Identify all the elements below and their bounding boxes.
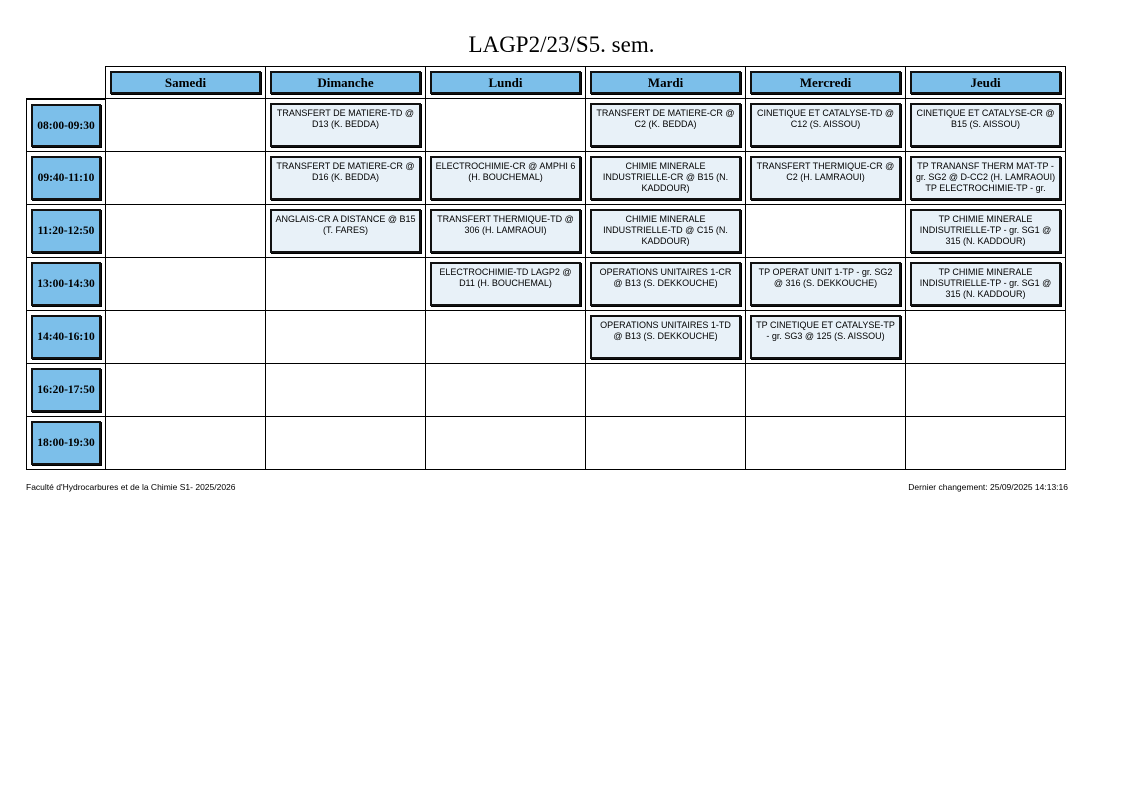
schedule-cell — [746, 364, 906, 417]
day-header-cell — [586, 66, 746, 99]
time-slot-label: 09:40-11:10 — [31, 156, 101, 200]
course-entry[interactable]: TRANSFERT THERMIQUE-TD @ 306 (H. LAMRAOUI) — [430, 209, 581, 253]
time-slot-cell — [26, 258, 106, 311]
schedule-cell — [586, 417, 746, 470]
day-header-cell — [266, 66, 426, 99]
time-slot-cell — [26, 152, 106, 205]
course-entry[interactable]: TP OPERAT UNIT 1-TP - gr. SG2 @ 316 (S. DEKKOUCHE) — [750, 262, 901, 306]
schedule-cell — [746, 152, 906, 205]
schedule-cell — [586, 311, 746, 364]
course-entry[interactable]: ELECTROCHIMIE-TD LAGP2 @ D11 (H. BOUCHEMAL) — [430, 262, 581, 306]
time-slot-cell — [26, 364, 106, 417]
schedule-cell — [746, 205, 906, 258]
course-entry[interactable]: CINETIQUE ET CATALYSE-TD @ C12 (S. AISSOU) — [750, 103, 901, 147]
schedule-cell — [746, 99, 906, 152]
day-header: Mercredi — [750, 71, 901, 94]
course-entry[interactable]: OPERATIONS UNITAIRES 1-CR @ B13 (S. DEKKOUCHE) — [590, 262, 741, 306]
schedule-cell — [266, 417, 426, 470]
course-entry[interactable]: OPERATIONS UNITAIRES 1-TD @ B13 (S. DEKKOUCHE) — [590, 315, 741, 359]
schedule-cell — [106, 99, 266, 152]
time-slot-cell — [26, 311, 106, 364]
schedule-cell — [106, 364, 266, 417]
schedule-cell — [586, 99, 746, 152]
time-slot-label: 11:20-12:50 — [31, 209, 101, 253]
day-header-cell — [906, 66, 1066, 99]
course-entry[interactable]: TRANSFERT THERMIQUE-CR @ C2 (H. LAMRAOUI) — [750, 156, 901, 200]
footer-faculty: Faculté d'Hydrocarbures et de la Chimie S1- 2025/2026 — [26, 482, 236, 492]
course-entry[interactable]: TP CINETIQUE ET CATALYSE-TP - gr. SG3 @ 125 (S. AISSOU) — [750, 315, 901, 359]
course-entry[interactable]: TP CHIMIE MINERALE INDISUTRIELLE-TP - gr. SG1 @ 315 (N. KADDOUR) — [910, 209, 1061, 253]
schedule-cell — [266, 152, 426, 205]
course-entry[interactable]: ANGLAIS-CR A DISTANCE @ B15 (T. FARES) — [270, 209, 421, 253]
schedule-cell — [426, 258, 586, 311]
schedule-cell — [266, 99, 426, 152]
page-title: LAGP2/23/S5. sem. — [468, 32, 655, 57]
day-header-cell — [426, 66, 586, 99]
day-header: Dimanche — [270, 71, 421, 94]
schedule-cell — [266, 311, 426, 364]
schedule-cell — [586, 258, 746, 311]
schedule-cell — [906, 205, 1066, 258]
schedule-cell — [586, 152, 746, 205]
course-entry[interactable]: TRANSFERT DE MATIERE-CR @ D16 (K. BEDDA) — [270, 156, 421, 200]
schedule-cell — [266, 258, 426, 311]
course-entry[interactable]: TP CHIMIE MINERALE INDISUTRIELLE-TP - gr. SG1 @ 315 (N. KADDOUR) — [910, 262, 1061, 306]
course-entry[interactable]: TP TRANANSF THERM MAT-TP - gr. SG2 @ D-CC2 (H. LAMRAOUI) TP ELECTROCHIMIE-TP - gr. — [910, 156, 1061, 200]
day-header: Jeudi — [910, 71, 1061, 94]
day-header-cell — [746, 66, 906, 99]
time-slot-cell — [26, 99, 106, 152]
time-slot-label: 14:40-16:10 — [31, 315, 101, 359]
schedule-cell — [426, 152, 586, 205]
time-slot-cell — [26, 417, 106, 470]
schedule-cell — [426, 311, 586, 364]
schedule-cell — [746, 258, 906, 311]
schedule-cell — [746, 417, 906, 470]
day-header: Lundi — [430, 71, 581, 94]
time-slot-label: 16:20-17:50 — [31, 368, 101, 412]
schedule-cell — [586, 205, 746, 258]
schedule-cell — [426, 205, 586, 258]
schedule-cell — [426, 417, 586, 470]
course-entry[interactable]: ELECTROCHIMIE-CR @ AMPHI 6 (H. BOUCHEMAL) — [430, 156, 581, 200]
schedule-cell — [746, 311, 906, 364]
timetable-grid — [26, 66, 1068, 474]
schedule-cell — [266, 364, 426, 417]
schedule-cell — [106, 258, 266, 311]
corner-cell — [26, 66, 106, 99]
schedule-cell — [586, 364, 746, 417]
schedule-cell — [106, 311, 266, 364]
schedule-cell — [106, 152, 266, 205]
schedule-cell — [906, 311, 1066, 364]
day-header-cell — [106, 66, 266, 99]
course-entry[interactable]: CHIMIE MINERALE INDUSTRIELLE-TD @ C15 (N. KADDOUR) — [590, 209, 741, 253]
schedule-cell — [106, 205, 266, 258]
course-entry[interactable]: CHIMIE MINERALE INDUSTRIELLE-CR @ B15 (N. KADDOUR) — [590, 156, 741, 200]
time-slot-cell — [26, 205, 106, 258]
course-entry[interactable]: TRANSFERT DE MATIERE-TD @ D13 (K. BEDDA) — [270, 103, 421, 147]
course-entry[interactable]: TRANSFERT DE MATIERE-CR @ C2 (K. BEDDA) — [590, 103, 741, 147]
course-entry[interactable]: CINETIQUE ET CATALYSE-CR @ B15 (S. AISSOU) — [910, 103, 1061, 147]
day-header: Mardi — [590, 71, 741, 94]
schedule-cell — [906, 99, 1066, 152]
time-slot-label: 08:00-09:30 — [31, 104, 101, 147]
day-header: Samedi — [110, 71, 261, 94]
schedule-cell — [106, 417, 266, 470]
schedule-cell — [426, 364, 586, 417]
time-slot-label: 13:00-14:30 — [31, 262, 101, 306]
footer-last-change: Dernier changement: 25/09/2025 14:13:16 — [908, 482, 1068, 492]
time-slot-label: 18:00-19:30 — [31, 421, 101, 465]
schedule-cell — [266, 205, 426, 258]
schedule-cell — [906, 364, 1066, 417]
schedule-cell — [426, 99, 586, 152]
schedule-cell — [906, 152, 1066, 205]
schedule-cell — [906, 417, 1066, 470]
schedule-cell — [906, 258, 1066, 311]
